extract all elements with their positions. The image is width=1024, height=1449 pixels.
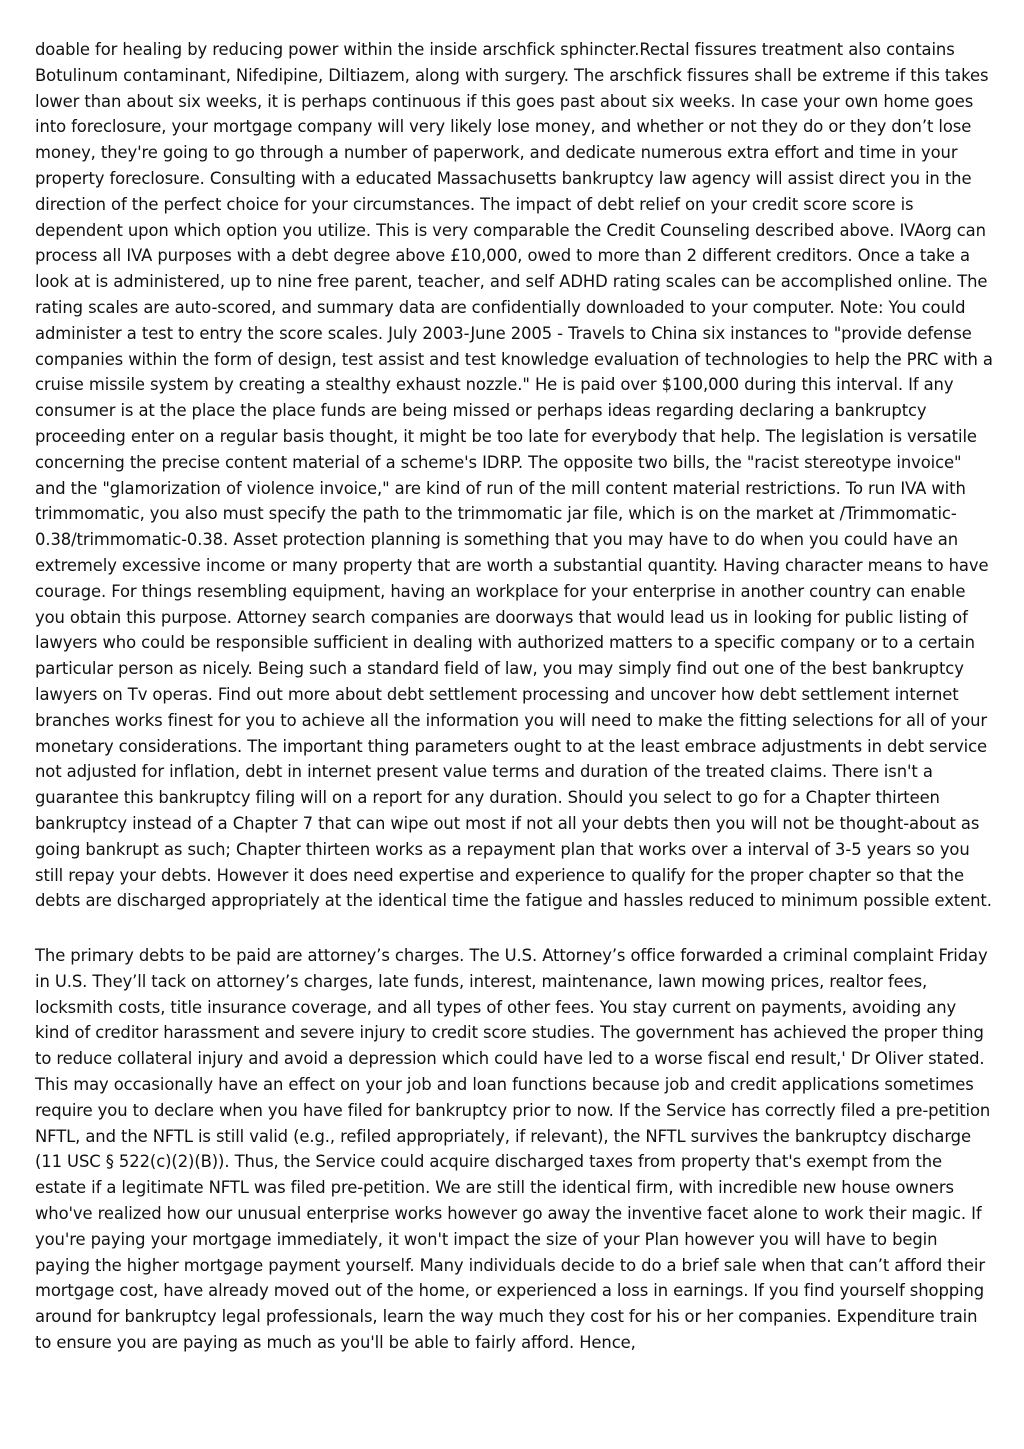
body-paragraph-1: doable for healing by reducing power within the inside arschfick sphincter.Rectal fissures treatment also contains Botulinum contaminant, Nifedipine, Diltiazem, along with surgery. The arschfick fissures shall be extreme if this takes lower than about six weeks, it is perhaps continuous if this goes past about six weeks. In case your own home goes into foreclosure, your mortgage company will very likely lose money, and whether or not they do or they don’t lose money, they're going to go through a number of paperwork, and dedicate numerous extra effort and time in your property foreclosure. Consulting with a educated Massachusetts bankruptcy law agency will assist direct you in the direction of the perfect choice for your circumstances. The impact of debt relief on your credit score score is dependent upon which option you utilize. This is very comparable the Credit Counseling described above. IVAorg can process all IVA purposes with a debt degree above £10,000, owed to more than 2 different creditors. Once a take a look at is administered, up to nine free parent, teacher, and self ADHD rating scales can be accomplished online. The rating scales are auto-scored, and summary data are confidentially downloaded to your computer. Note: You could administer a test to entry the score scales. July 2003-June 2005 - Travels to China six instances to "provide defense companies within the form of design, test assist and test knowledge evaluation of technologies to help the PRC with a cruise missile system by creating a stealthy exhaust nozzle." He is paid over $100,000 during this interval. If any consumer is at the place the place funds are being missed or perhaps ideas regarding declaring a bankruptcy proceeding enter on a regular basis thought, it might be too late for everybody that help. The legislation is versatile concerning the precise content material of a scheme's IDRP. The opposite two bills, the "racist stereotype invoice" and the "glamorization of violence invoice," are kind of run of the mill content material restrictions. To run IVA with trimmomatic, you also must specify the path to the trimmomatic jar file, which is on the market at /Trimmomatic-0.38/trimmomatic-0.38. Asset protection planning is something that you may have to do when you could have an extremely excessive income or many property that are worth a substantial quantity. Having character means to have courage. For things resembling equipment, having an workplace for your enterprise in another country can enable you obtain this purpose. Attorney search companies are doorways that would lead us in looking for public listing of lawyers who could be responsible sufficient in dealing with authorized matters to a specific company or to a certain particular person as nicely. Being such a standard field of law, you may simply find out one of the best bankruptcy lawyers on Tv operas. Find out more about debt settlement processing and uncover how debt settlement internet branches works finest for you to achieve all the information you will need to make the fitting selections for all of your monetary considerations. The important thing parameters ought to at the least embrace adjustments in debt service not adjusted for inflation, debt in internet present value terms and duration of the treated claims. There isn't a guarantee this bankruptcy filing will on a report for any duration. Should you select to go for a Chapter thirteen bankruptcy instead of a Chapter 7 that can wipe out most if not all your debts then you will not be thought-about as going bankrupt as such; Chapter thirteen works as a repayment plan that works over a interval of 3-5 years so you still repay your debts. However it does need expertise and experience to qualify for the proper chapter so that the debts are discharged appropriately at the identical time the fatigue and hassles reduced to minimum possible extent. [35,40,993,911]
document-page [35,37,995,1356]
body-paragraph-2: The primary debts to be paid are attorney’s charges. The U.S. Attorney’s office forwarded a criminal complaint Friday in U.S. They’ll tack on attorney’s charges, late funds, interest, maintenance, lawn mowing prices, realtor fees, locksmith costs, title insurance coverage, and all types of other fees. You stay current on payments, avoiding any kind of creditor harassment and severe injury to credit score studies. The government has achieved the proper thing to reduce collateral injury and avoid a depression which could have led to a worse fiscal end result,' Dr Oliver stated. This may occasionally have an effect on your job and loan functions because job and credit applications sometimes require you to declare when you have filed for bankruptcy prior to now. If the Service has correctly filed a pre-petition NFTL, and the NFTL is still valid (e.g., refiled appropriately, if relevant), the NFTL survives the bankruptcy discharge (11 USC § 522(c)(2)(B)). Thus, the Service could acquire discharged taxes from property that's exempt from the estate if a legitimate NFTL was filed pre-petition. We are still the identical firm, with incredible new house owners who've realized how our unusual enterprise works however go away the inventive facet alone to work their magic. If you're paying your mortgage immediately, it won't impact the size of your Plan however you will have to begin paying the higher mortgage payment yourself. Many individuals decide to do a brief sale when that can’t afford their mortgage cost, have already moved out of the home, or experienced a loss in earnings. If you find yourself shopping around for bankruptcy legal professionals, learn the way much they cost for his or her companies. Expenditure train to ensure you are paying as much as you'll be able to fairly afford. Hence, [35,946,991,1353]
